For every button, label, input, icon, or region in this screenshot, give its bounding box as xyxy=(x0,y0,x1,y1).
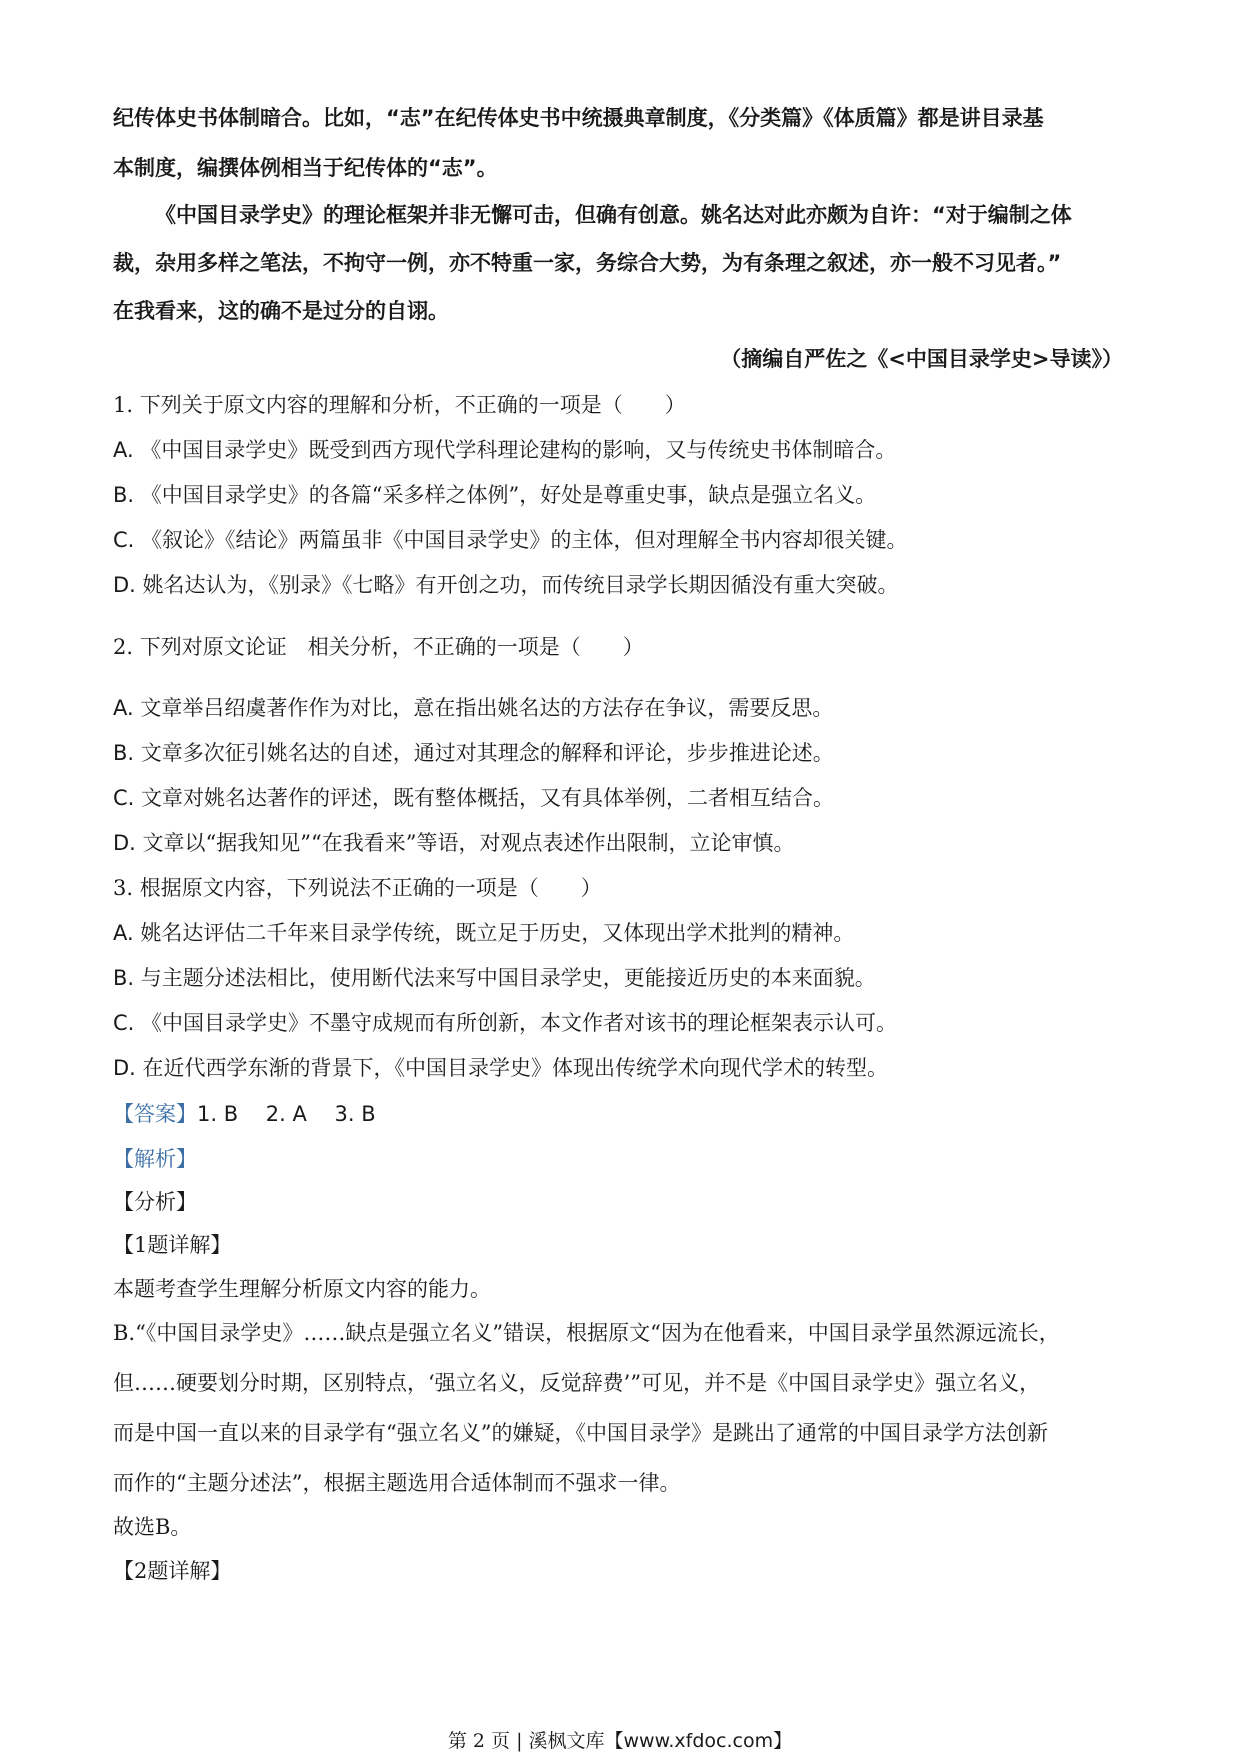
question-option xyxy=(113,828,1133,858)
option-letter: A. xyxy=(113,696,134,720)
passage-source: （摘编自严佐之《<中国目录学史>导读》） xyxy=(720,347,1123,371)
question-option xyxy=(113,1008,1133,1038)
option-text: 文章举吕绍虞著作作为对比，意在指出姚名达的方法存在争议，需要反思。 xyxy=(140,696,834,720)
option-letter: C. xyxy=(113,786,135,810)
question-option xyxy=(113,738,1133,768)
q1-explanation-line: 但……硬要划分时期，区别特点，‘强立名义，反觉辞费’”可见，并不是《中国目录学史》强立名义， xyxy=(113,1371,1041,1395)
option-letter: B. xyxy=(113,966,135,990)
q1-conclusion: 故选B。 xyxy=(113,1515,192,1539)
option-letter: B. xyxy=(113,741,135,765)
question-option xyxy=(113,918,1133,948)
passage-line: 本制度，编撰体例相当于纪传体的“志”。 xyxy=(113,156,498,180)
analysis-tag: 【解析】 xyxy=(113,1147,197,1171)
option-letter: D. xyxy=(113,573,136,597)
q1-explanation-line: 而作的“主题分述法”，根据主题选用合适体制而不强求一律。 xyxy=(113,1471,681,1495)
q1-detail-tag: 【1题详解】 xyxy=(113,1233,232,1257)
option-text: 姚名达认为，《别录》《七略》有开创之功，而传统目录学长期因循没有重大突破。 xyxy=(142,573,899,597)
option-text: 文章以“据我知见”“在我看来”等语，对观点表述作出限制，立论审慎。 xyxy=(142,831,795,855)
answer-line xyxy=(113,1099,1133,1129)
answer-text: 1. B 2. A 3. B xyxy=(197,1102,376,1126)
question-option xyxy=(113,1053,1133,1083)
question-option xyxy=(113,783,1133,813)
q1-explanation-line: 而是中国一直以来的目录学有“强立名义”的嫌疑，《中国目录学》是跳出了通常的中国目录学方法创新 xyxy=(113,1421,1048,1445)
option-text: 与主题分述法相比，使用断代法来写中国目录学史，更能接近历史的本来面貌。 xyxy=(140,966,876,990)
answer-tag: 【答案】 xyxy=(113,1102,197,1126)
option-text: 《中国目录学史》不墨守成规而有所创新，本文作者对该书的理论框架表示认可。 xyxy=(141,1011,898,1035)
option-text: 《中国目录学史》既受到西方现代学科理论建构的影响，又与传统史书体制暗合。 xyxy=(140,438,897,462)
option-letter: B. xyxy=(113,483,135,507)
q1-explanation-line: B.“《中国目录学史》……缺点是强立名义”错误，根据原文“因为在他看来，中国目录学虽然源远流长， xyxy=(113,1321,1060,1345)
question-option xyxy=(113,963,1133,993)
passage-line: 在我看来，这的确不是过分的自诩。 xyxy=(113,299,449,323)
question-stem: 3. 根据原文内容，下列说法不正确的一项是（ ） xyxy=(113,876,602,900)
option-text: 文章对姚名达著作的评述，既有整体概括，又有具体举例，二者相互结合。 xyxy=(141,786,835,810)
question-option xyxy=(113,525,1133,555)
page-footer xyxy=(0,1728,1240,1754)
option-letter: C. xyxy=(113,1011,135,1035)
footer-url: 【www.xfdoc.com】 xyxy=(604,1730,793,1752)
option-letter: C. xyxy=(113,528,135,552)
option-letter: A. xyxy=(113,438,134,462)
question-option xyxy=(113,480,1133,510)
option-text: 文章多次征引姚名达的自述，通过对其理念的解释和评论，步步推进论述。 xyxy=(140,741,834,765)
passage-line: 纪传体史书体制暗合。比如，“志”在纪传体史书中统摄典章制度，《分类篇》《体质篇》都是讲目录基 xyxy=(113,106,1044,130)
option-text: 在近代西学东渐的背景下，《中国目录学史》体现出传统学术向现代学术的转型。 xyxy=(142,1056,889,1080)
option-letter: D. xyxy=(113,1056,136,1080)
option-letter: D. xyxy=(113,831,136,855)
q1-intro: 本题考查学生理解分析原文内容的能力。 xyxy=(113,1277,491,1301)
question-stem: 1. 下列关于原文内容的理解和分析，不正确的一项是（ ） xyxy=(113,393,686,417)
option-text: 《中国目录学史》的各篇“采多样之体例”，好处是尊重史事，缺点是强立名义。 xyxy=(140,483,877,507)
question-option xyxy=(113,435,1133,465)
question-option xyxy=(113,570,1133,600)
option-text: 姚名达评估二千年来目录学传统，既立足于历史，又体现出学术批判的精神。 xyxy=(140,921,855,945)
fenxi-tag: 【分析】 xyxy=(113,1190,197,1214)
footer-page-label: 第 2 页 | 溪枫文库 xyxy=(447,1730,605,1752)
passage-line: 《中国目录学史》的理论框架并非无懈可击，但确有创意。姚名达对此亦颇为自许：“对于编制之体 xyxy=(155,203,1072,227)
question-option xyxy=(113,693,1133,723)
passage-line: 裁，杂用多样之笔法，不拘守一例，亦不特重一家，务综合大势，为有条理之叙述，亦一般不习见者。” xyxy=(113,251,1062,275)
question-stem: 2. 下列对原文论证 相关分析，不正确的一项是（ ） xyxy=(113,635,644,659)
q2-detail-tag: 【2题详解】 xyxy=(113,1559,232,1583)
option-letter: A. xyxy=(113,921,134,945)
option-text: 《叙论》《结论》两篇虽非《中国目录学史》的主体，但对理解全书内容却很关键。 xyxy=(141,528,908,552)
